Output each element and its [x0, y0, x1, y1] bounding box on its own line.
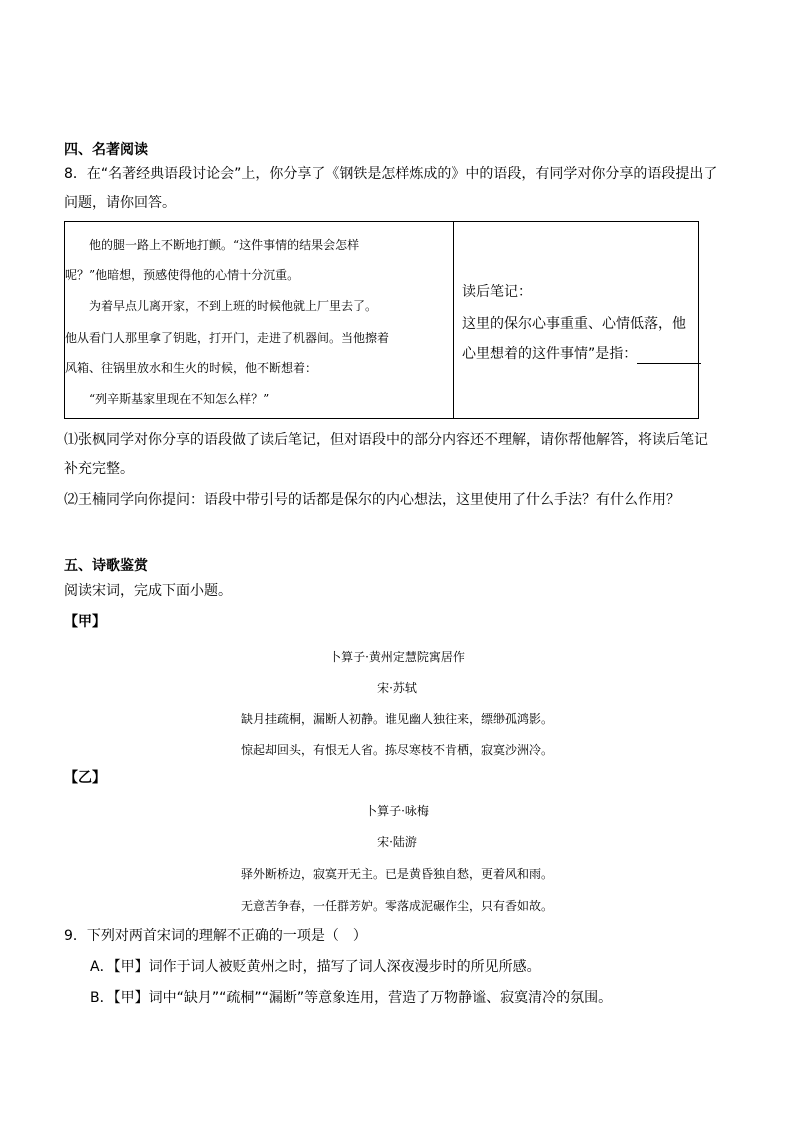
section-5-heading: 五、诗歌鉴赏	[64, 558, 148, 574]
poem-yi-line-1: 驿外断桥边，寂寞开无主。已是黄昏独自愁，更着风和雨。	[240, 867, 553, 881]
poem-yi-title: 卜算子·咏梅	[365, 804, 429, 818]
question-9-option-b[interactable]: B．【甲】词中“缺月”“疏桐”“漏断”等意象连用，营造了万物静谧、寂寞清冷的氛围。	[90, 990, 613, 1006]
poem-jia-title: 卜算子·黄州定慧院寓居作	[329, 650, 465, 664]
answer-blank[interactable]	[637, 349, 701, 364]
poem-jia-line-2: 惊起却回头，有恨无人省。拣尽寒枝不肯栖，寂寞沙洲冷。	[240, 743, 553, 757]
question-8-line-1: 8．在“名著经典语段讨论会”上，你分享了《钢铁是怎样炼成的》中的语段，有同学对你分享的语段提出了	[64, 166, 718, 182]
poem-yi-author: 宋·陆游	[377, 835, 417, 849]
poem-jia-author: 宋·苏轼	[377, 681, 417, 695]
passage-line: 为着早点儿离开家，不到上班的时候他就上厂里去了。	[89, 299, 378, 313]
question-9-option-a[interactable]: A．【甲】词作于词人被贬黄州之时，描写了词人深夜漫步时的所见所感。	[90, 959, 541, 975]
section-4-heading: 四、名著阅读	[64, 142, 148, 158]
notes-line-1: 这里的保尔心事重重、心情低落，他	[462, 316, 686, 332]
passage-line: 风箱、往锅里放水和生火的时候，他不断想着：	[65, 361, 318, 375]
poem-jia-line-1: 缺月挂疏桐，漏断人初静。谁见幽人独往来，缥缈孤鸿影。	[240, 712, 553, 726]
notes-line-2: 心里想着的这件事情”是指：	[462, 344, 701, 364]
table-divider	[453, 222, 454, 418]
poem-yi-line-2: 无意苦争春，一任群芳妒。零落成泥碾作尘，只有香如故。	[240, 899, 553, 913]
passage-line: 他从看门人那里拿了钥匙，打开门，走进了机器间。当他擦着	[65, 331, 390, 345]
question-9-stem: 9．下列对两首宋词的理解不正确的一项是（ ）	[64, 928, 367, 944]
passage-line: 呢？”他暗想，预感使得他的心情十分沉重。	[65, 268, 300, 282]
passage-line: 他的腿一路上不断地打颤。“这件事情的结果会怎样	[89, 238, 360, 252]
poem-jia-label: 【甲】	[64, 614, 106, 630]
notes-title: 读后笔记：	[462, 284, 532, 300]
question-8-line-2: 问题，请你回答。	[64, 195, 176, 211]
passage-table	[64, 221, 699, 419]
passage-line: “列辛斯基家里现在不知怎么样？”	[89, 392, 270, 406]
poem-yi-label: 【乙】	[64, 770, 106, 786]
question-8-sub-1-line-1: ⑴张枫同学对你分享的语段做了读后笔记，但对语段中的部分内容还不理解，请你帮他解答，将读后笔记	[64, 432, 708, 448]
question-8-sub-1-line-2: 补充完整。	[64, 461, 134, 477]
question-8-sub-2: ⑵王楠同学向你提问：语段中带引号的话都是保尔的内心想法，这里使用了什么手法？有什么作用？	[64, 492, 680, 508]
section-5-intro: 阅读宋词，完成下面小题。	[64, 583, 232, 599]
